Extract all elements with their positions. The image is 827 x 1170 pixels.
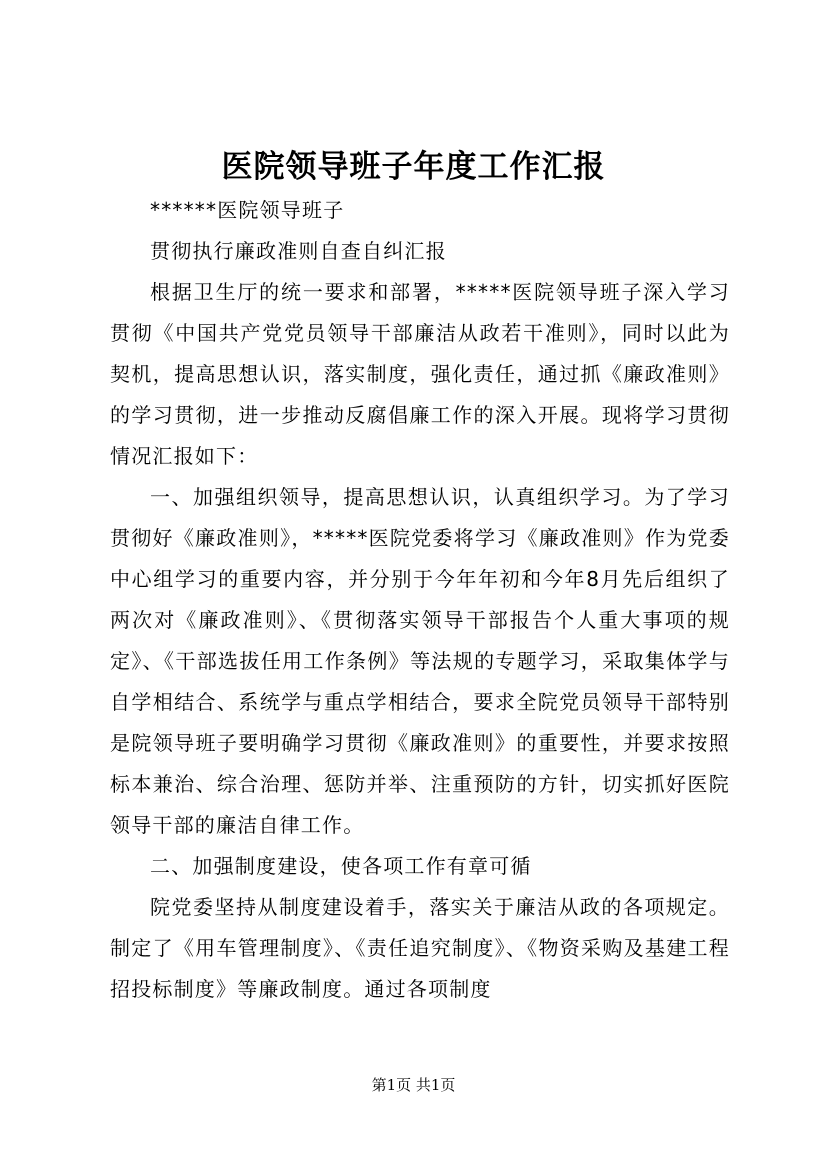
paragraph-org-name: ******医院领导班子 (150, 198, 345, 222)
document-body (110, 190, 730, 1010)
document-title: 医院领导班子年度工作汇报 (221, 149, 606, 185)
paragraph-section-2-heading: 二、加强制度建设，使各项工作有章可循 (150, 854, 532, 878)
paragraph-section-2-body: 院党委坚持从制度建设着手，落实关于廉洁从政的各项规定。制定了《用车管理制度》、《责任追究制度》、《物资采购及基建工程招投标制度》等廉政制度。通过各项制度 (110, 895, 730, 1001)
paragraph-subtitle: 贯彻执行廉政准则自查自纠汇报 (150, 239, 447, 263)
paragraph-section-1: 一、加强组织领导，提高思想认识，认真组织学习。为了学习贯彻好《廉政准则》，*****医院党委将学习《廉政准则》作为党委中心组学习的重要内容，并分别于今年年初和今年8月先后组织了两次对《廉政准则》、《贯彻落实领导干部报告个人重大事项的规定》、《干部选拔任用工作条例》等法规的专题学习，采取集体学与自学相结合、系统学与重点学相结合，要求全院党员领导干部特别是院领导班子要明确学习贯彻《廉政准则》的重要性，并要求按照标本兼治、综合治理、惩防并举、注重预防的方针，切实抓好医院领导干部的廉洁自律工作。 (110, 485, 730, 837)
paragraph-intro: 根据卫生厅的统一要求和部署，*****医院领导班子深入学习贯彻《中国共产党党员领导干部廉洁从政若干准则》，同时以此为契机，提高思想认识，落实制度，强化责任，通过抓《廉政准则》的学习贯彻，进一步推动反腐倡廉工作的深入开展。现将学习贯彻情况汇报如下： (110, 280, 730, 468)
page-footer: 第1页 共1页 (371, 1076, 456, 1094)
